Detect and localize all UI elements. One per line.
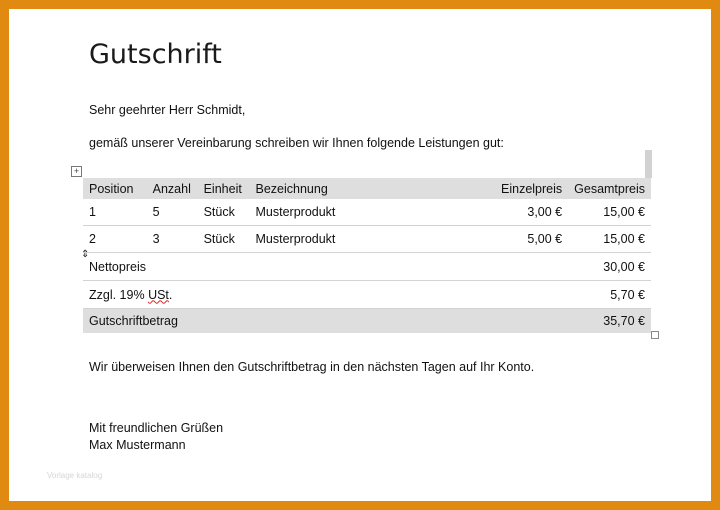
total-value: 35,70 € <box>603 314 645 328</box>
document-title: Gutschrift <box>89 39 222 70</box>
col-header-position: Position <box>89 181 134 196</box>
netto-value: 30,00 € <box>568 253 651 281</box>
cell-gesamtpreis: 15,00 € <box>568 199 651 226</box>
col-header-einzelpreis: Einzelpreis <box>501 181 563 196</box>
cell-gesamtpreis: 15,00 € <box>568 226 651 253</box>
cell-einheit: Stück <box>198 199 250 226</box>
ust-value: 5,70 € <box>568 281 651 309</box>
total-row <box>83 309 651 334</box>
cell-position: 2 <box>83 226 147 253</box>
resize-handle-icon[interactable] <box>651 331 659 339</box>
ust-row <box>83 281 651 309</box>
items-table <box>83 178 651 333</box>
ust-label-prefix: Zzgl. 19% <box>89 287 149 302</box>
watermark-text: Vorlage katalog <box>47 471 103 480</box>
move-handle-icon[interactable]: + <box>71 166 82 177</box>
cell-einzelpreis: 5,00 € <box>485 226 569 253</box>
table-row <box>83 226 651 253</box>
cell-position: 1 <box>83 199 147 226</box>
cell-bezeichnung: Musterprodukt <box>250 199 485 226</box>
col-header-gesamtpreis: Gesamtpreis <box>574 181 645 196</box>
scrollbar-thumb[interactable] <box>645 150 652 178</box>
col-header-einheit: Einheit <box>203 181 242 196</box>
col-header-anzahl: Anzahl <box>152 181 191 196</box>
salutation-text: Sehr geehrter Herr Schmidt, <box>89 103 246 117</box>
cell-bezeichnung: Musterprodukt <box>250 226 485 253</box>
ust-spellcheck-word: USt <box>148 287 169 302</box>
intro-text: gemäß unserer Vereinbarung schreiben wir Ihnen folgende Leistungen gut: <box>89 136 504 150</box>
col-header-bezeichnung: Bezeichnung <box>255 181 328 196</box>
signer-name: Max Mustermann <box>89 438 186 452</box>
cell-anzahl: 3 <box>147 226 198 253</box>
table-header-row <box>83 178 651 199</box>
cell-einheit: Stück <box>198 226 250 253</box>
cell-anzahl: 5 <box>147 199 198 226</box>
netto-row <box>83 253 651 281</box>
ust-label <box>83 281 568 309</box>
total-label: Gutschriftbetrag <box>89 314 178 328</box>
cell-einzelpreis: 3,00 € <box>485 199 569 226</box>
netto-label: Nettopreis <box>83 253 568 281</box>
ust-label-suffix: . <box>168 287 173 302</box>
table-row <box>83 199 651 226</box>
row-insert-icon[interactable]: ⇕ <box>81 249 90 260</box>
greeting-text: Mit freundlichen Grüßen <box>89 421 224 435</box>
closing-text: Wir überweisen Ihnen den Gutschriftbetrag in den nächsten Tagen auf Ihr Konto. <box>89 360 535 374</box>
